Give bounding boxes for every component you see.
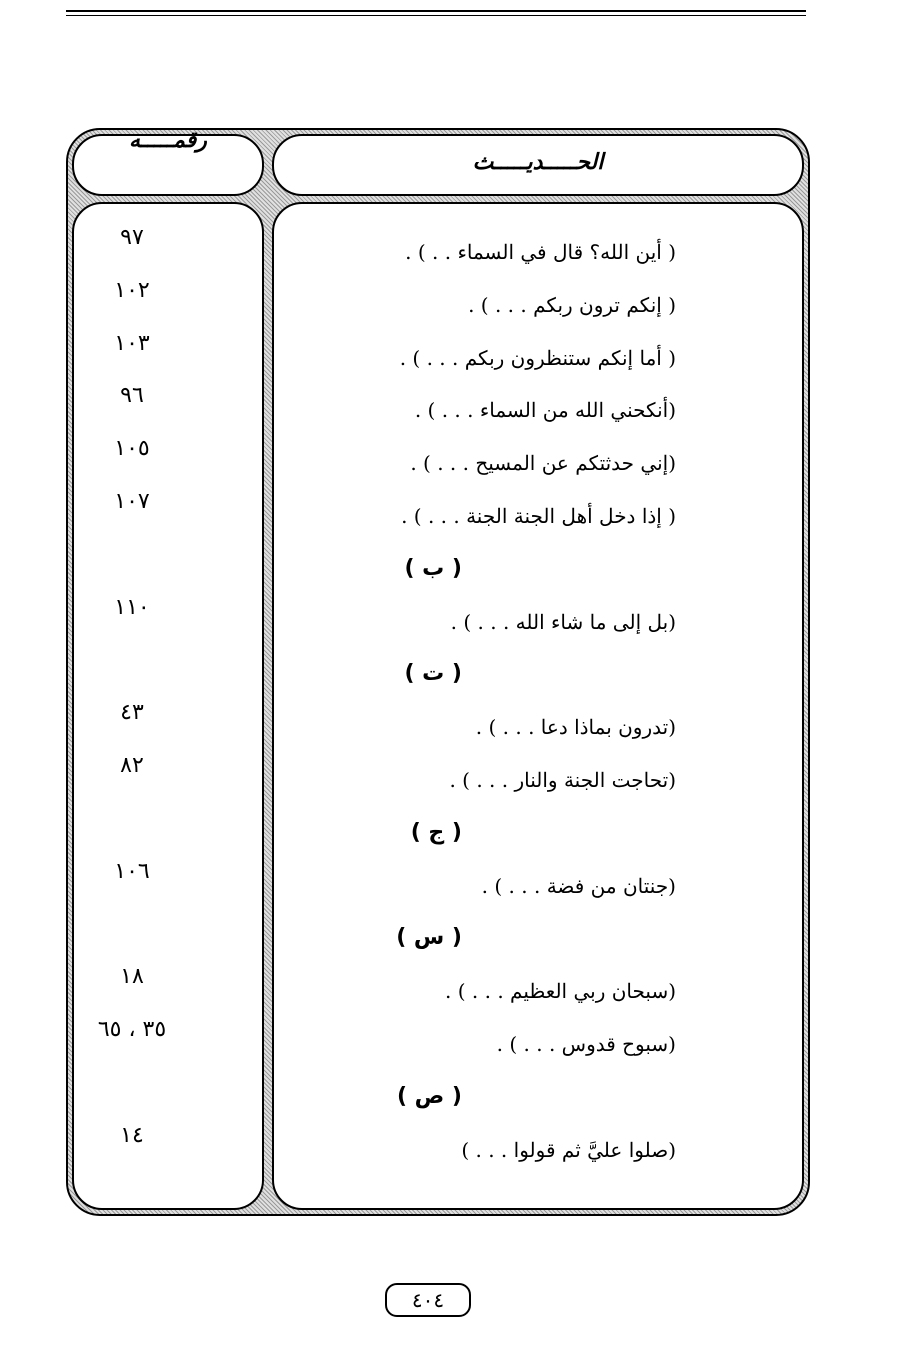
number-column-header bbox=[72, 127, 264, 196]
table-row bbox=[68, 594, 808, 656]
hadith-text: (تحاجت الجنة والنار . . . ) . bbox=[449, 768, 676, 792]
table-row bbox=[68, 858, 808, 920]
hadith-number: ٨٢ bbox=[120, 753, 144, 778]
table-row bbox=[68, 753, 808, 814]
hadith-number: ٣٥ ، ٦٥ bbox=[97, 1017, 167, 1042]
number-header-label: رقمـــــه bbox=[129, 127, 207, 153]
hadith-text: (بل إلى ما شاء الله . . . ) . bbox=[450, 609, 676, 634]
hadith-text: (إني حدثتكم عن المسيح . . . ) . bbox=[410, 451, 676, 476]
hadith-number: ٩٦ bbox=[120, 383, 144, 409]
hadith-text: (تدرون بماذا دعا . . . ) . bbox=[475, 715, 676, 740]
hadith-column-header bbox=[272, 134, 804, 196]
hadith-number: ١٠٦ bbox=[114, 858, 150, 884]
hadith-number: ٤٣ bbox=[120, 700, 144, 726]
hadith-text: ( أما إنكم ستنظرون ربكم . . . ) . bbox=[399, 345, 676, 370]
hadith-number: ١٨ bbox=[120, 964, 144, 990]
hadith-text: ( أين الله؟ قال في السماء . . ) . bbox=[405, 240, 676, 264]
hadith-number: ٩٧ bbox=[120, 225, 144, 250]
letter-heading: ( س ) bbox=[396, 925, 462, 951]
top-rule-thin bbox=[66, 15, 806, 16]
hadith-text: ( إنكم ترون ربكم . . . ) . bbox=[468, 292, 676, 317]
index-table-frame bbox=[66, 128, 810, 1216]
hadith-number: ١٠٣ bbox=[114, 330, 150, 356]
page-number: ٤٠٤ bbox=[385, 1283, 471, 1317]
hadith-text: (سبحان ربي العظيم . . . ) . bbox=[445, 979, 676, 1004]
hadith-number: ١٤ bbox=[120, 1122, 144, 1148]
table-row bbox=[68, 1122, 808, 1184]
hadith-number: ١٠٥ bbox=[114, 436, 150, 462]
hadith-number: ١٠٧ bbox=[114, 489, 150, 514]
hadith-text: (صلوا عليَّ ثم قولوا . . . ) bbox=[461, 1137, 676, 1162]
hadith-header-label: الحـــــديـــــث bbox=[472, 150, 604, 175]
hadith-text: ( إذا دخل أهل الجنة الجنة . . . ) . bbox=[401, 504, 676, 528]
hadith-number: ١١٠ bbox=[114, 594, 150, 620]
hadith-text: (أنكحني الله من السماء . . . ) . bbox=[414, 398, 676, 423]
table-row bbox=[68, 1017, 808, 1078]
letter-heading: ( ص ) bbox=[396, 1083, 462, 1109]
top-rule bbox=[66, 10, 806, 12]
letter-heading: ( ت ) bbox=[404, 661, 462, 687]
table-row bbox=[68, 489, 808, 550]
hadith-number: ١٠٢ bbox=[114, 277, 150, 303]
letter-heading: ( ج ) bbox=[410, 819, 462, 845]
hadith-text: (جنتان من فضة . . . ) . bbox=[481, 873, 676, 898]
hadith-text: (سبوح قدوس . . . ) . bbox=[496, 1032, 676, 1056]
letter-heading: ( ب ) bbox=[404, 555, 462, 581]
